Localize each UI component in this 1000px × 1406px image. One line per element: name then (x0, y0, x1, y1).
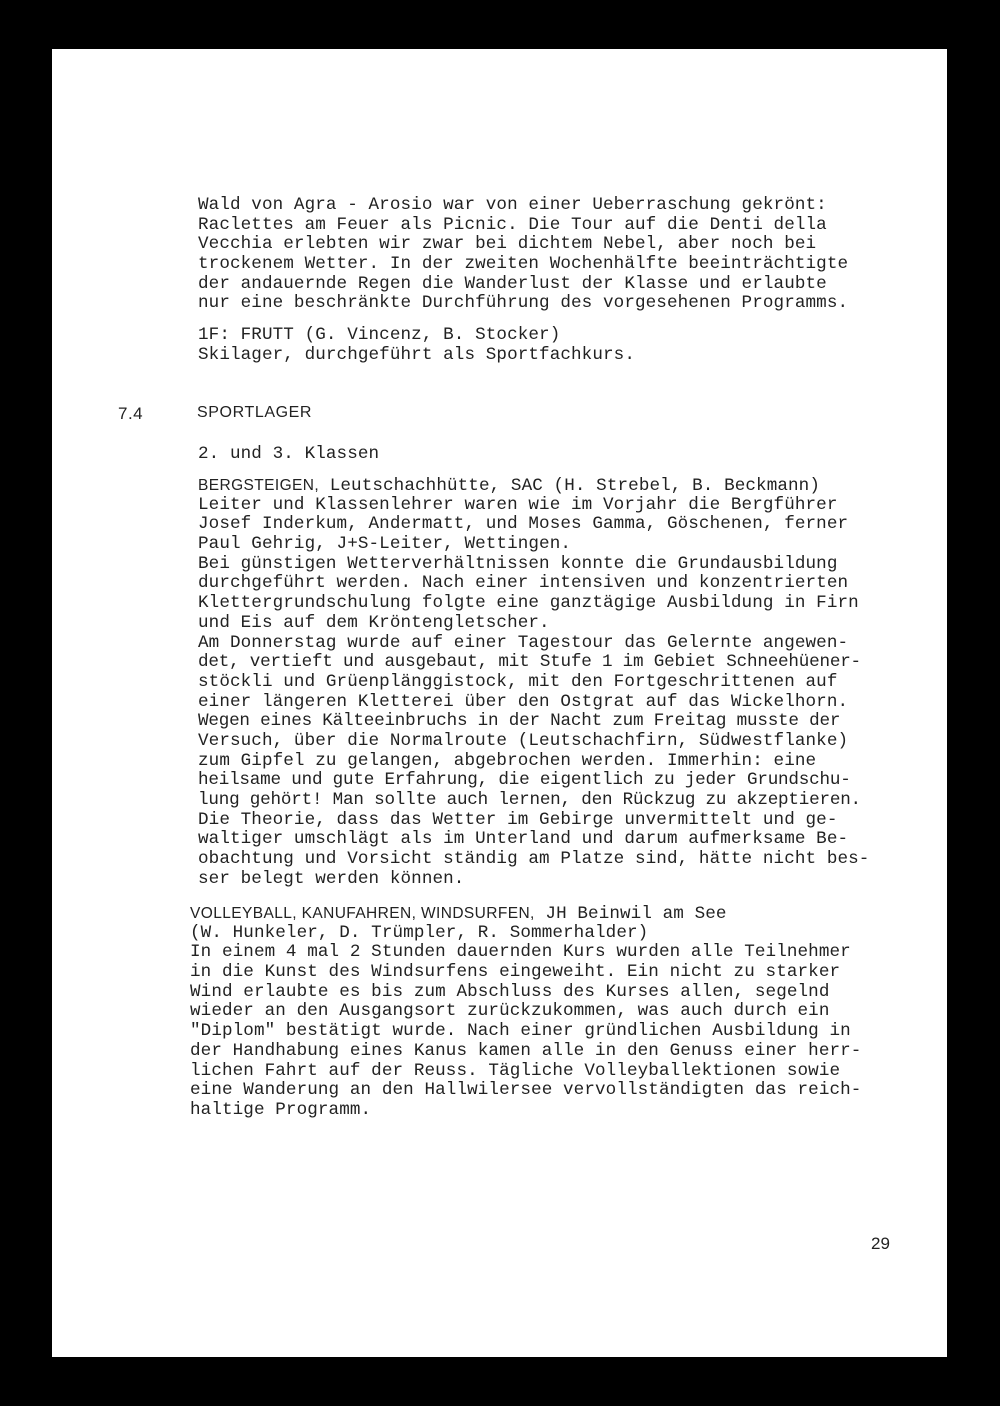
text-line: der Handhabung eines Kanus kamen alle in den Genuss einer herr- (190, 1040, 862, 1061)
text-line: haltige Programm. (190, 1099, 372, 1120)
text-line: Raclettes am Feuer als Picnic. Die Tour auf die Denti della (198, 214, 827, 235)
text-line: det, vertieft und ausgebaut, mit Stufe 1 im Gebiet Schneehüener- (198, 652, 861, 673)
text-line: "Diplom" bestätigt wurde. Nach einer gründlichen Ausbildung in (190, 1021, 851, 1042)
page-number: 29 (871, 1234, 890, 1253)
volleyball-heading: VOLLEYBALL, KANUFAHREN, WINDSURFEN, (190, 905, 535, 922)
bergsteigen-paragraph (198, 476, 928, 889)
text-line: Die Theorie, dass das Wetter im Gebirge unvermittelt und ge- (198, 809, 838, 830)
text-line: lung gehört! Man sollte auch lernen, den Rückzug zu akzeptieren. (198, 790, 861, 810)
text-line: stöckli und Grüenplänggistock, mit den Fortgeschrittenen auf (198, 671, 838, 692)
text-line: durchgeführt werden. Nach einer intensiven und konzentrierten (198, 573, 849, 594)
text-line: Klettergrundschulung folgte eine ganztägige Ausbildung in Firn (198, 593, 859, 614)
text-line: Vecchia erlebten wir zwar bei dichtem Nebel, aber noch bei (198, 234, 817, 255)
bergsteigen-heading: BERGSTEIGEN, (198, 477, 320, 494)
section-title: SPORTLAGER (197, 404, 313, 421)
text-line: nur eine beschränkte Durchführung des vorgesehenen Programms. (198, 293, 849, 314)
text-line: heilsame und gute Erfahrung, die eigentlich zu jeder Grundschu- (198, 770, 851, 791)
text-line: Wind erlaubte es bis zum Abschluss des Kurses allen, segelnd (190, 981, 830, 1002)
text-line: obachtung und Vorsicht ständig am Platze sind, hätte nicht bes- (198, 849, 870, 870)
text-line: lichen Fahrt auf der Reuss. Tägliche Volleyballektionen sowie (190, 1060, 841, 1081)
text-line: wieder an den Ausgangsort zurückzukommen, was auch durch ein (190, 1001, 830, 1022)
text-line: Skilager, durchgeführt als Sportfachkurs. (198, 344, 635, 365)
frutt-heading: 1F: FRUTT (G. Vincenz, B. Stocker) (198, 325, 561, 345)
volleyball-paragraph (190, 904, 920, 1121)
bergsteigen-heading-rest: Leutschachhütte, SAC (H. Strebel, B. Beckmann) (319, 476, 821, 496)
text-line: (W. Hunkeler, D. Trümpler, R. Sommerhalder) (190, 922, 649, 943)
section-subtitle-block (198, 445, 928, 465)
text-line: einer längeren Kletterei über den Ostgrat auf das Wickelhorn. (198, 691, 849, 712)
section-subtitle: 2. und 3. Klassen (198, 444, 380, 464)
section-number: 7.4 (118, 404, 144, 423)
bergsteigen-heading-line (198, 476, 928, 496)
text-line: Bei günstigen Wetterverhältnissen konnte die Grundausbildung (198, 553, 838, 574)
text-line: Wegen eines Kälteeinbruchs in der Nacht zum Freitag musste der (198, 711, 841, 732)
text-line: zum Gipfel zu gelangen, abgebrochen werden. Immerhin: eine (198, 750, 817, 771)
text-line: und Eis auf dem Kröntengletscher. (198, 612, 550, 633)
text-line: Wald von Agra - Arosio war von einer Ueberraschung gekrönt: (198, 195, 827, 215)
text-line: waltiger umschlägt als im Unterland und darum aufmerksame Be- (198, 829, 849, 850)
text-line: Paul Gehrig, J+S-Leiter, Wettingen. (198, 534, 572, 555)
text-line: Versuch, über die Normalroute (Leutschachfirn, Südwestflanke) (198, 730, 849, 751)
text-line: Josef Inderkum, Andermatt, und Moses Gamma, Göschenen, ferner (198, 514, 849, 535)
text-line: trockenem Wetter. In der zweiten Wochenhälfte beeinträchtigte (198, 254, 849, 275)
text-line: Leiter und Klassenlehrer waren wie im Vorjahr die Bergführer (198, 494, 838, 515)
text-line: Am Donnerstag wurde auf einer Tagestour das Gelernte angewen- (198, 632, 849, 653)
frutt-paragraph (198, 326, 928, 365)
intro-paragraph (198, 196, 928, 314)
volleyball-heading-rest: JH Beinwil am See (534, 904, 727, 924)
text-line: in die Kunst des Windsurfens eingeweiht. Ein nicht zu starker (190, 962, 841, 983)
text-line: der andauernde Regen die Wanderlust der Klasse und erlaubte (198, 273, 827, 294)
text-line: In einem 4 mal 2 Stunden dauernden Kurs wurden alle Teilnehmer (190, 942, 851, 963)
text-line: eine Wanderung an den Hallwilersee vervollständigten das reich- (190, 1080, 862, 1101)
text-line: ser belegt werden können. (198, 868, 465, 889)
volleyball-heading-line (190, 904, 920, 924)
